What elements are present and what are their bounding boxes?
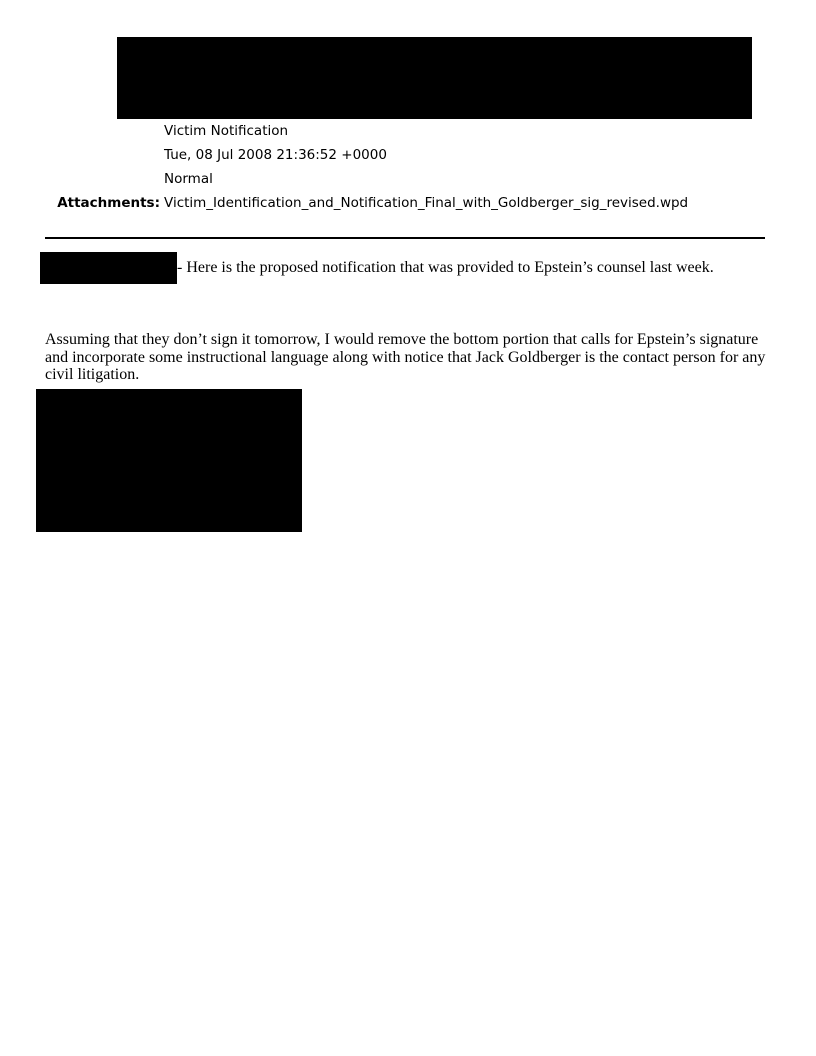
greeting-line: - Here is the proposed notification that was provided to Epstein’s counsel last week. bbox=[177, 259, 714, 276]
body-paragraph: Assuming that they don’t sign it tomorrow, I would remove the bottom portion that calls for Epstein’s signature and incorporate some instructional language along with notice that Jack Goldberger is the contact person for any civil litigation. bbox=[45, 331, 766, 383]
subject-value: Victim Notification bbox=[164, 123, 289, 139]
header-divider bbox=[45, 237, 765, 239]
redacted-recipient-name bbox=[40, 252, 177, 284]
attachments-row bbox=[0, 193, 816, 213]
redacted-signature-block bbox=[36, 389, 302, 532]
redacted-header-block bbox=[117, 37, 752, 119]
attachments-label: Attachments: bbox=[57, 195, 160, 211]
importance-value: Normal bbox=[164, 171, 213, 187]
date-value: Tue, 08 Jul 2008 21:36:52 +0000 bbox=[164, 147, 387, 163]
attachment-filename: Victim_Identification_and_Notification_Final_with_Goldberger_sig_revised.wpd bbox=[164, 195, 689, 211]
